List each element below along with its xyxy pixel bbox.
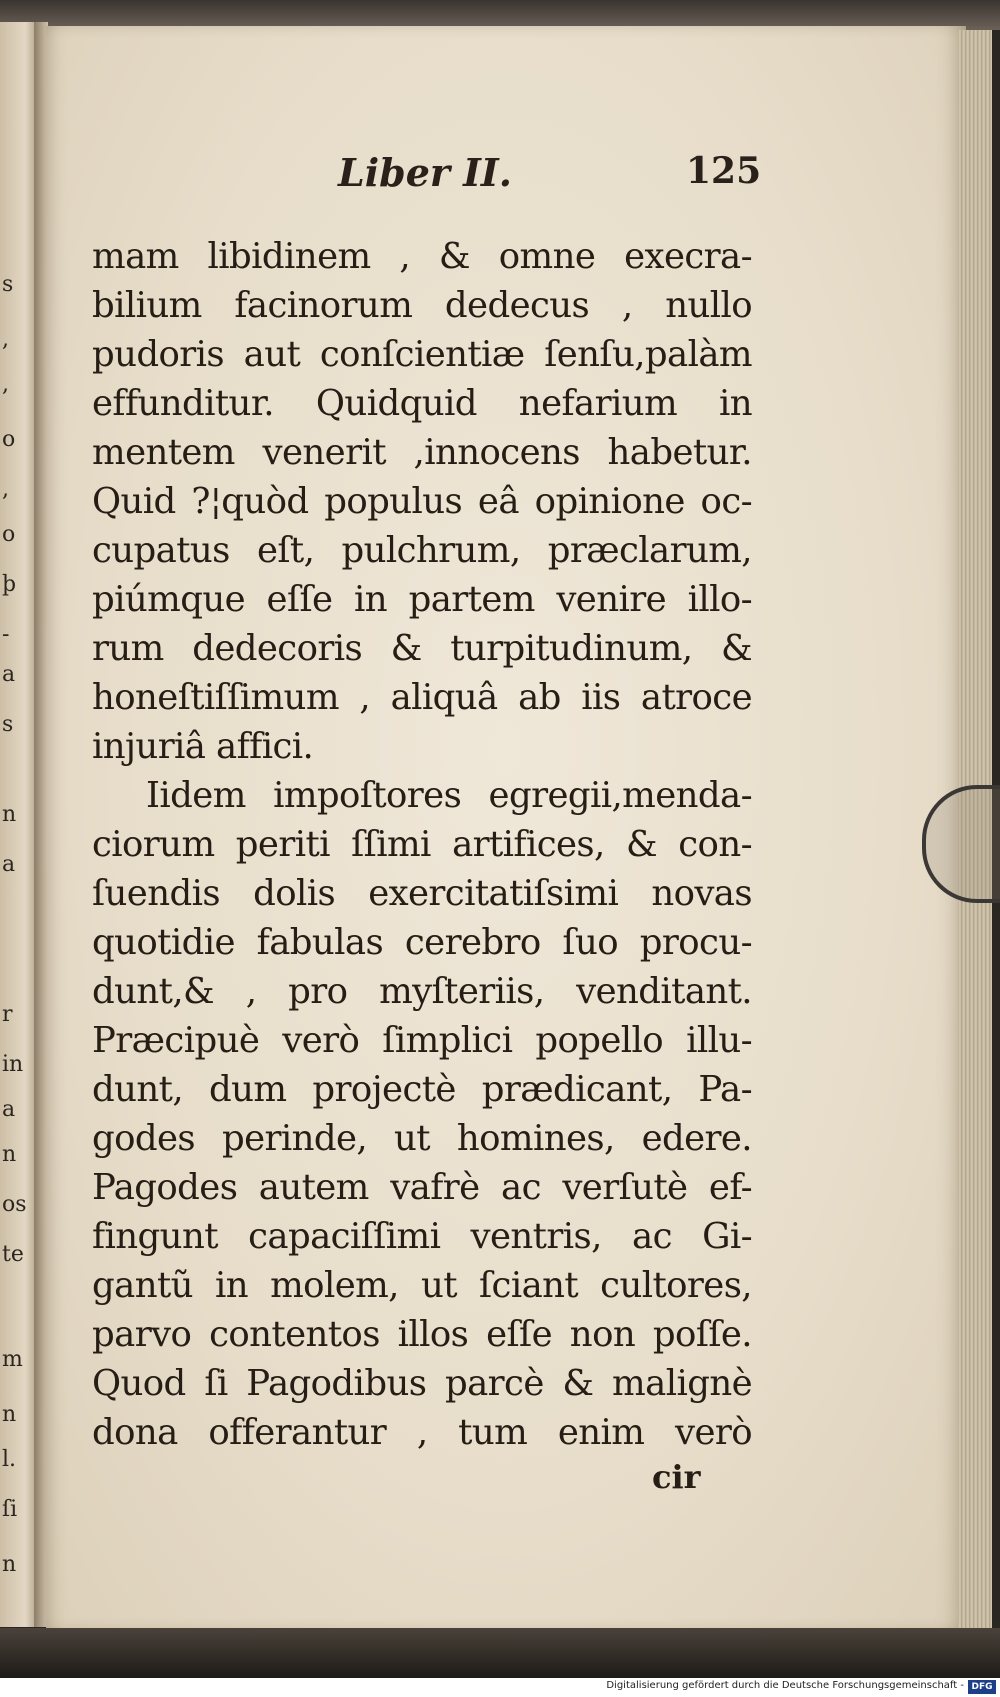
left-page-fragment: os [2, 1192, 27, 1217]
left-page-fragment: a [2, 852, 16, 877]
text-line: pudoris aut conſcientiæ ſenſu,palàm [92, 334, 752, 375]
left-page-fragment: n [2, 802, 17, 827]
text-line: dunt, dum projectè prædicant, Pa- [92, 1069, 752, 1110]
left-page-fragment: ſi [2, 1497, 18, 1522]
left-page-fragment: m [2, 1347, 23, 1372]
left-page-fragment: - [2, 622, 10, 647]
dfg-logo: DFG [968, 1680, 996, 1694]
text-line: godes perinde, ut homines, edere. [92, 1118, 752, 1159]
text-line: Quod ſi Pagodibus parcè & malignè [92, 1363, 752, 1404]
running-head: Liber II. [338, 150, 512, 195]
text-line: Præcipuè verò ſimplici popello illu- [92, 1020, 752, 1061]
left-page-fragment: þ [2, 572, 17, 597]
page-number: 125 [686, 150, 762, 192]
digitization-footer [0, 1678, 1000, 1697]
left-page-fragment: o [2, 427, 16, 452]
left-page-fragment: a [2, 1097, 16, 1122]
text-line: bilium facinorum dedecus , nullo [92, 285, 752, 326]
text-line: Pagodes autem vafrè ac verſutè ef- [92, 1167, 752, 1208]
text-line: gantũ in molem, ut ſciant cultores, [92, 1265, 752, 1306]
text-line: ſuendis dolis exercitatiſsimi novas [92, 873, 752, 914]
left-page-fragment: in [2, 1052, 24, 1077]
text-line: effunditur. Quidquid nefarium in [92, 383, 752, 424]
left-page-fragment: , [2, 327, 9, 352]
left-page-fragment: n [2, 1142, 17, 1167]
left-page-sliver [0, 22, 36, 1627]
catchword: cir [652, 1458, 701, 1496]
left-page-fragment: s [2, 272, 14, 297]
footer-credit: Digitalisierung gefördert durch die Deutsche Forschungsgemeinschaft - [606, 1680, 964, 1691]
text-line: piúmque eſſe in partem venire illo- [92, 579, 752, 620]
text-line: rum dedecoris & turpitudinum, & [92, 628, 752, 669]
left-page-fragment: n [2, 1402, 17, 1427]
body-text [92, 232, 752, 1457]
left-page-fragment: , [2, 372, 9, 397]
text-line: cupatus eſt, pulchrum, præclarum, [92, 530, 752, 571]
text-line: honeſtiſſimum , aliquâ ab iis atroce [92, 677, 752, 718]
text-line: Iidem impoſtores egregii,menda- [146, 775, 752, 816]
left-page-fragment: l. [2, 1447, 17, 1472]
text-line: quotidie fabulas cerebro ſuo procu- [92, 922, 752, 963]
left-page-fragment: te [2, 1242, 24, 1267]
text-line: mam libidinem , & omne execra- [92, 236, 752, 277]
text-line: injuriâ affici. [92, 726, 314, 767]
text-line: mentem venerit ,innocens habetur. [92, 432, 752, 473]
left-page-fragment: a [2, 662, 16, 687]
text-line: dunt,& , pro myſteriis, venditant. [92, 971, 752, 1012]
text-line: dona offerantur , tum enim verò [92, 1412, 752, 1453]
left-page-fragment: o [2, 522, 16, 547]
text-line: Quid ?¦quòd populus eâ opinione oc- [92, 481, 752, 522]
left-page-fragment: n [2, 1552, 17, 1577]
text-line: parvo contentos illos eſſe non poſſe. [92, 1314, 752, 1355]
left-page-fragment: r [2, 1002, 13, 1027]
left-page-fragment: , [2, 477, 9, 502]
text-line: ciorum periti ſſimi artifices, & con- [92, 824, 752, 865]
book-bottom-edge [0, 1628, 1000, 1678]
left-page-fragment: s [2, 712, 14, 737]
text-line: fingunt capaciſſimi ventris, ac Gi- [92, 1216, 752, 1257]
